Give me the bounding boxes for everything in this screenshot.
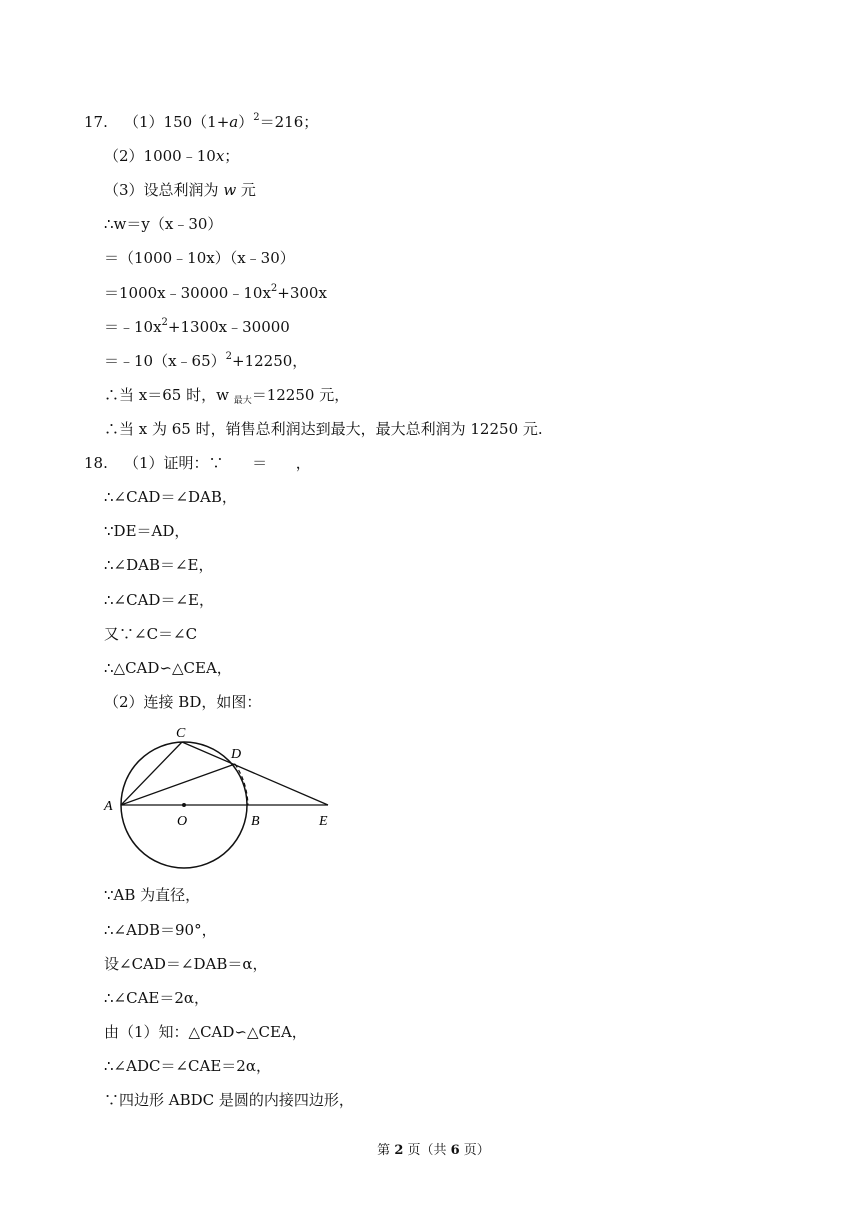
q18-part2: （2）连接 BD，如图： [104,693,262,711]
segment-ce [182,742,328,805]
q17-part1: $(1)150(1+a)^2=216$； [124,112,319,131]
label-e: E [319,814,328,829]
q18-line10: ∴∠CAE＝2α， [104,989,210,1007]
label-d: D [231,747,242,762]
label-o: O [177,814,188,829]
q18-line3: ∴∠DAB＝∠E， [104,556,214,574]
label-b: B [251,814,260,829]
q17-step1: ∴w＝y（x﹣30） [104,215,223,233]
q18-line13: ∵四边形 ABDC 是圆的内接四边形， [104,1091,354,1109]
q18-number: 18. [84,454,108,472]
page-number: 2 [394,1143,404,1158]
q17-conclusion: ∴当 x 为 65 时，销售总利润达到最大，最大总利润为 12250 元. [104,420,543,438]
q18-line9: 设∠CAD＝∠DAB＝α， [104,955,268,973]
q17-step6: ∴当 x＝65 时，w $_{最大}$＝12250 元， [104,386,350,406]
q18-line8: ∴∠ADB＝90°， [104,921,217,939]
q17-part2: （2）1000﹣10x； [104,147,240,165]
geometry-figure [100,722,332,870]
label-a: A [104,799,113,814]
q18-line7: ∵AB 为直径， [104,886,201,904]
q17-step3: $=1000x﹣30000﹣10x^2+300x$ [104,283,327,302]
q17-step5: ＝﹣10（x﹣65）$^2$+12250， [104,351,308,370]
q18-line11: 由（1）知：△CAD∽△CEA， [104,1023,307,1041]
q18-part1: （1）证明：∵ ＝ ， [124,454,311,472]
center-point [182,803,186,807]
label-c: C [176,726,186,741]
page-footer: 第 2 页（共 6 页） [377,1143,490,1158]
total-pages: 6 [450,1143,460,1158]
q18-line4: ∴∠CAD＝∠E， [104,591,214,609]
q18-line5: 又∵∠C＝∠C [104,625,198,643]
q17-number: 17. [84,113,108,131]
segment-ad [121,764,235,805]
q18-line12: ∴∠ADC＝∠CAE＝2α， [104,1057,271,1075]
q17-step2: ＝（1000﹣10x）（x﹣30） [104,249,295,267]
q18-line1: ∴∠CAD＝∠DAB， [104,488,237,506]
q17-step4: $=﹣10x^2+1300x﹣30000$ [104,317,290,336]
q18-line6: ∴△CAD∽△CEA， [104,659,232,677]
q18-line2: ∵DE＝AD， [104,522,190,540]
q17-part3: （3）设总利润为 w 元 [104,181,256,199]
